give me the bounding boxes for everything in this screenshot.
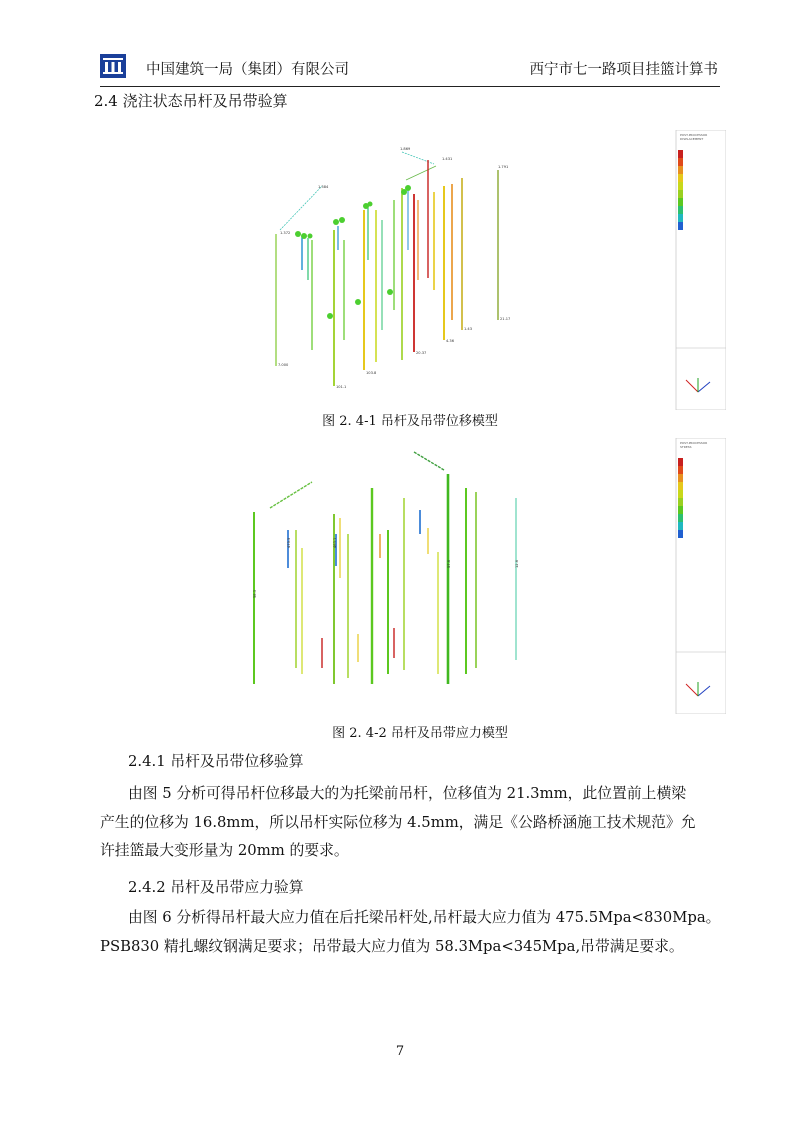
stress-legend xyxy=(676,438,726,714)
displacement-model-figure xyxy=(266,130,726,410)
svg-text:475.5: 475.5 xyxy=(287,537,291,548)
svg-text:1.791: 1.791 xyxy=(498,165,509,169)
svg-text:1.869: 1.869 xyxy=(400,147,411,151)
document-title: 西宁市七一路项目挂篮计算书 xyxy=(529,62,718,78)
body-line: 许挂篮最大变形量为 20mm 的要求。 xyxy=(100,842,349,859)
figure-1-caption: 图 2. 4-1 吊杆及吊带位移模型 xyxy=(322,414,498,429)
svg-text:7.000: 7.000 xyxy=(278,363,289,367)
svg-text:POST-PROCESSOR: POST-PROCESSOR xyxy=(680,133,708,137)
body-line: 产生的位移为 16.8mm，所以吊杆实际位移为 4.5mm，满足《公路桥涵施工技术规范》允 xyxy=(100,813,696,831)
svg-text:POST-PROCESSOR: POST-PROCESSOR xyxy=(680,441,708,445)
svg-text:1.372: 1.372 xyxy=(280,231,291,235)
svg-text:12.6: 12.6 xyxy=(515,559,519,568)
svg-text:4.36: 4.36 xyxy=(446,339,455,343)
svg-text:DISPLACEMENT: DISPLACEMENT xyxy=(680,137,704,141)
company-logo-icon xyxy=(100,54,126,78)
body-line: PSB830 精扎螺纹钢满足要求；吊带最大应力值为 58.3Mpa<345Mpa,吊带满足要求。 xyxy=(100,937,684,955)
displacement-legend xyxy=(676,130,726,410)
body-line: 由图 5 分析可得吊杆位移最大的为托梁前吊杆，位移值为 21.3mm，此位置前上横梁 xyxy=(128,785,687,802)
svg-text:20.37: 20.37 xyxy=(416,351,427,355)
section-title: 2.4 浇注状态吊杆及吊带验算 xyxy=(94,92,288,110)
svg-text:103.8: 103.8 xyxy=(366,371,377,375)
stress-model-figure xyxy=(240,438,726,714)
svg-text:1.431: 1.431 xyxy=(442,157,453,161)
subsection-2-4-2-heading: 2.4.2 吊杆及吊带应力验算 xyxy=(128,879,304,896)
page-header xyxy=(100,52,720,87)
subsection-2-4-1-heading: 2.4.1 吊杆及吊带位移验算 xyxy=(128,753,304,770)
subsection-2-4-1-body xyxy=(100,780,724,866)
svg-text:101.1: 101.1 xyxy=(336,385,347,389)
svg-text:1.43: 1.43 xyxy=(464,327,473,331)
svg-text:STRESS: STRESS xyxy=(680,445,692,449)
svg-text:463.1: 463.1 xyxy=(333,537,337,548)
company-name: 中国建筑一局（集团）有限公司 xyxy=(146,62,349,78)
svg-text:58.3: 58.3 xyxy=(253,589,257,598)
body-line: 由图 6 分析得吊杆最大应力值在后托梁吊杆处,吊杆最大应力值为 475.5Mpa<830Mpa。 xyxy=(128,909,721,926)
svg-text:57.6: 57.6 xyxy=(447,559,451,568)
figure-2-caption: 图 2. 4-2 吊杆及吊带应力模型 xyxy=(332,726,508,741)
svg-text:1.384: 1.384 xyxy=(318,185,329,189)
page-number: 7 xyxy=(395,1044,405,1059)
svg-text:21.17: 21.17 xyxy=(500,317,511,321)
subsection-2-4-2-body xyxy=(100,904,724,961)
